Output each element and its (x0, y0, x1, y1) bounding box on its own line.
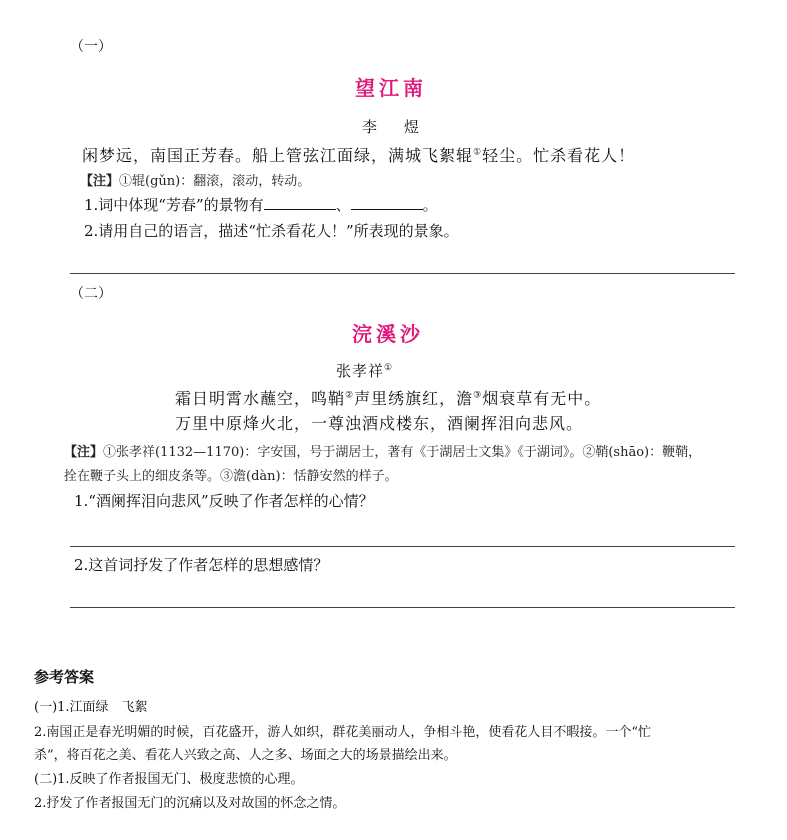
answer-line-1[interactable] (70, 273, 735, 274)
answer-blank-1[interactable] (264, 195, 336, 210)
question-text: 1.词中体现“芳春”的景物有 (84, 196, 264, 214)
note-label: 【注】 (64, 445, 104, 460)
poem-text: 烟衰草有无中。 (482, 389, 602, 408)
poem-text: 声里绣旗红，澹 (354, 389, 474, 408)
answers-heading: 参考答案 (34, 668, 95, 686)
poem-text: 轻尘。忙杀看花人！ (482, 146, 636, 165)
answer-4: 2.抒发了作者报国无门的沉痛以及对故国的怀念之情。 (34, 796, 346, 811)
author-name: 张孝祥 (336, 362, 385, 380)
poem-line-1 (82, 143, 635, 166)
note-text: ①辊(gǔn)：翻滚，滚动，转动。 (119, 174, 311, 189)
note-1 (80, 170, 310, 189)
footnote-marker: ③ (473, 390, 483, 401)
poem-text: 闲梦远，南国正芳春。船上管弦江面绿，满城飞絮辊 (82, 146, 474, 165)
poem-title-2: 浣溪沙 (352, 322, 424, 346)
answer-line-2[interactable] (70, 546, 735, 547)
section-label-2: （二） (70, 286, 112, 302)
poem-author-2 (336, 360, 393, 381)
note-text: ①张孝祥(1132—1170)：字安国，号于湖居士，著有《于湖居士文集》《于湖词》。②鞘(shāo)：鞭鞘， (103, 445, 702, 460)
footnote-marker: ① (473, 147, 483, 158)
footnote-marker: ① (384, 363, 394, 373)
question-2-2: 2.这首词抒发了作者怎样的思想感情？ (74, 556, 329, 574)
note-2-line-1 (64, 441, 701, 460)
answer-blank-2[interactable] (351, 195, 423, 210)
note-2-line-2: 拴在鞭子头上的细皮条等。③澹(dàn)：恬静安然的样子。 (64, 469, 398, 484)
question-text: 。 (422, 196, 438, 214)
poem-line-2-2: 万里中原烽火北，一尊浊酒戍楼东，酒阑挥泪向悲风。 (175, 414, 584, 433)
question-2-1: 1.“酒阑挥泪向悲风”反映了作者怎样的心情？ (74, 492, 374, 510)
answer-line-3[interactable] (70, 607, 735, 608)
poem-author-1: 李 煜 (362, 118, 426, 136)
answer-3: (二)1.反映了作者报国无门、极度悲愤的心理。 (34, 772, 304, 787)
question-text: 、 (335, 196, 351, 214)
question-1-2: 2.请用自己的语言，描述“忙杀看花人！”所表现的景象。 (84, 222, 459, 240)
poem-line-2-1 (175, 386, 601, 409)
poem-title-1: 望江南 (355, 76, 427, 100)
note-label: 【注】 (80, 174, 120, 189)
question-1-1 (84, 194, 438, 215)
poem-text: 霜日明霄水蘸空，鸣鞘 (175, 389, 346, 408)
answer-2-line-1: 2.南国正是春光明媚的时候，百花盛开，游人如织，群花美丽动人，争相斗艳，使看花人目不暇接。一个“忙 (34, 725, 652, 740)
section-label-1: （一） (70, 39, 112, 55)
answer-2-line-2: 杀”，将百花之美、看花人兴致之高、人之多、场面之大的场景描绘出来。 (34, 748, 457, 763)
answer-1: (一)1.江面绿 飞絮 (34, 700, 148, 715)
footnote-marker: ② (345, 390, 355, 401)
